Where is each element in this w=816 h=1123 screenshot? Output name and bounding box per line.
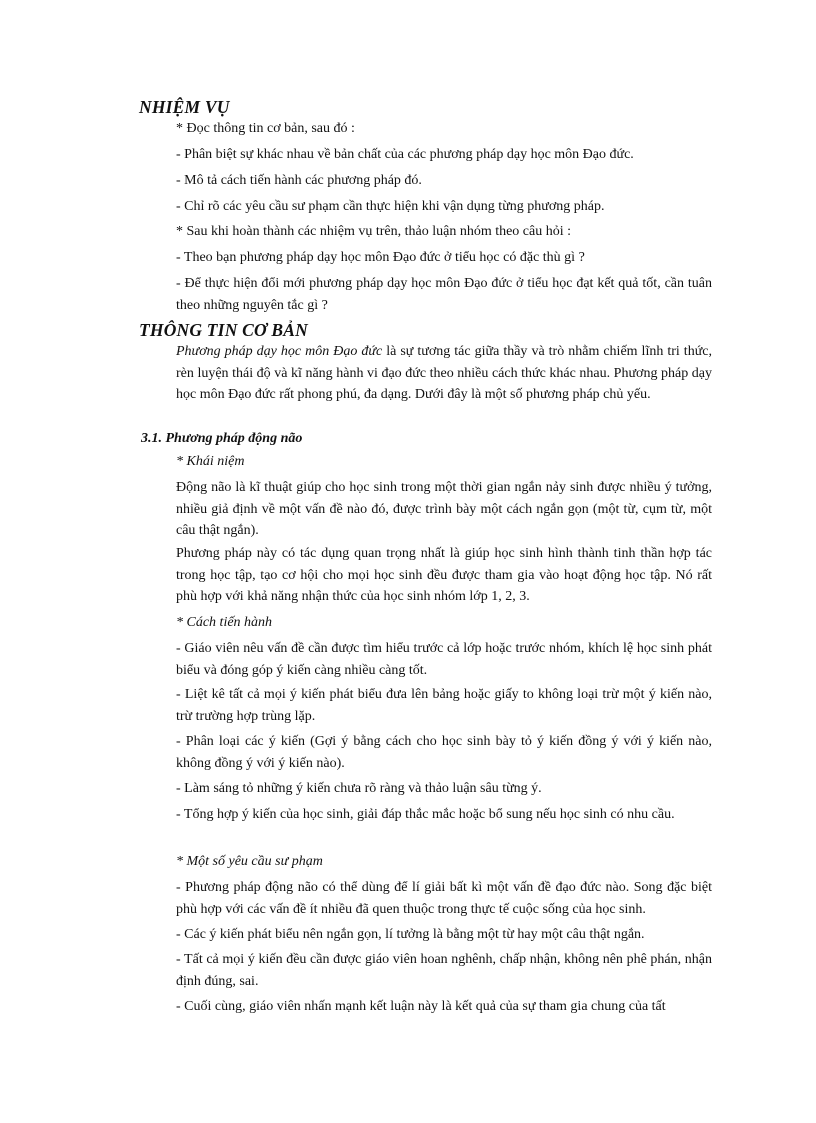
heading-nhiem-vu: NHIỆM VỤ bbox=[139, 97, 230, 117]
intro-paragraph bbox=[176, 341, 712, 406]
task-line: - Phân biệt sự khác nhau về bản chất của các phương pháp dạy học môn Đạo đức. bbox=[176, 147, 634, 162]
heading-thong-tin-co-ban: THÔNG TIN CƠ BẢN bbox=[139, 320, 308, 340]
requirement-item: - Phương pháp động não có thể dùng để lí giải bất kì một vấn đề đạo đức nào. Song đặc biệt phù hợp với các vấn đề ít nhiều đã quen thuộc trong thực tế cuộc sống của học sinh. bbox=[176, 880, 712, 917]
task-line: - Mô tả cách tiến hành các phương pháp đó. bbox=[176, 173, 422, 188]
procedure-item: - Giáo viên nêu vấn đề cần được tìm hiểu trước cả lớp hoặc trước nhóm, khích lệ học sinh phát biểu và đóng góp ý kiến càng nhiều càng tốt. bbox=[176, 641, 712, 678]
procedure-item: - Làm sáng tỏ những ý kiến chưa rõ ràng và thảo luận sâu từng ý. bbox=[176, 781, 542, 796]
procedure-item: - Tổng hợp ý kiến của học sinh, giải đáp thắc mắc hoặc bổ sung nếu học sinh có nhu cầu. bbox=[176, 807, 675, 822]
concept-paragraph: Động não là kĩ thuật giúp cho học sinh trong một thời gian ngắn nảy sinh được nhiều ý tưởng, nhiều giả định về một vấn đề nào đó, được trình bày một cách ngắn gọn (một từ, cụm từ, một câu thật ngắn). bbox=[176, 480, 712, 538]
concept-paragraph: Phương pháp này có tác dụng quan trọng nhất là giúp học sinh hình thành tinh thần hợp tác trong học tập, tạo cơ hội cho mọi học sinh đều được tham gia vào hoạt động học tập. Nó rất phù hợp với khả năng nhận thức của học sinh nhóm lớp 1, 2, 3. bbox=[176, 546, 712, 604]
procedure-item: - Liệt kê tất cả mọi ý kiến phát biểu đưa lên bảng hoặc giấy to không loại trừ một ý kiến nào, trừ trường hợp trùng lặp. bbox=[176, 687, 712, 724]
requirement-item: - Các ý kiến phát biểu nên ngắn gọn, lí tưởng là bằng một từ hay một câu thật ngắn. bbox=[176, 927, 645, 942]
intro-text: là sự tương tác giữa thầy và trò nhằm chiếm lĩnh tri thức, rèn luyện thái độ và kĩ năng hành vi đạo đức theo nhiều cách thức khác nhau. Phương pháp dạy học môn Đạo đức rất phong phú, đa dạng. Dưới đây là một số phương pháp chủ yếu. bbox=[176, 344, 712, 402]
task-line: - Theo bạn phương pháp dạy học môn Đạo đức ở tiểu học có đặc thù gì ? bbox=[176, 250, 585, 265]
label-khai-niem: * Khái niệm bbox=[176, 454, 245, 469]
intro-italic-term: Phương pháp dạy học môn Đạo đức bbox=[176, 344, 383, 359]
task-line: - Để thực hiện đổi mới phương pháp dạy học môn Đạo đức ở tiểu học đạt kết quả tốt, cần tuân theo những nguyên tắc gì ? bbox=[176, 276, 712, 313]
task-line: * Đọc thông tin cơ bản, sau đó : bbox=[176, 121, 355, 136]
label-cach-tien-hanh: * Cách tiến hành bbox=[176, 615, 273, 630]
requirement-item: - Cuối cùng, giáo viên nhấn mạnh kết luận này là kết quả của sự tham gia chung của tất bbox=[176, 999, 666, 1014]
label-yeu-cau-su-pham: * Một số yêu cầu sư phạm bbox=[176, 854, 323, 869]
procedure-item: - Phân loại các ý kiến (Gợi ý bằng cách cho học sinh bày tỏ ý kiến đồng ý với ý kiến nào, không đồng ý với ý kiến nào). bbox=[176, 734, 712, 771]
requirement-item: - Tất cả mọi ý kiến đều cần được giáo viên hoan nghênh, chấp nhận, không nên phê phán, nhận định đúng, sai. bbox=[176, 952, 712, 989]
task-line: * Sau khi hoàn thành các nhiệm vụ trên, thảo luận nhóm theo câu hỏi : bbox=[176, 224, 572, 239]
task-line: - Chỉ rõ các yêu cầu sư phạm cần thực hiện khi vận dụng từng phương pháp. bbox=[176, 199, 605, 214]
subheading-dong-nao: 3.1. Phương pháp động não bbox=[141, 431, 303, 446]
